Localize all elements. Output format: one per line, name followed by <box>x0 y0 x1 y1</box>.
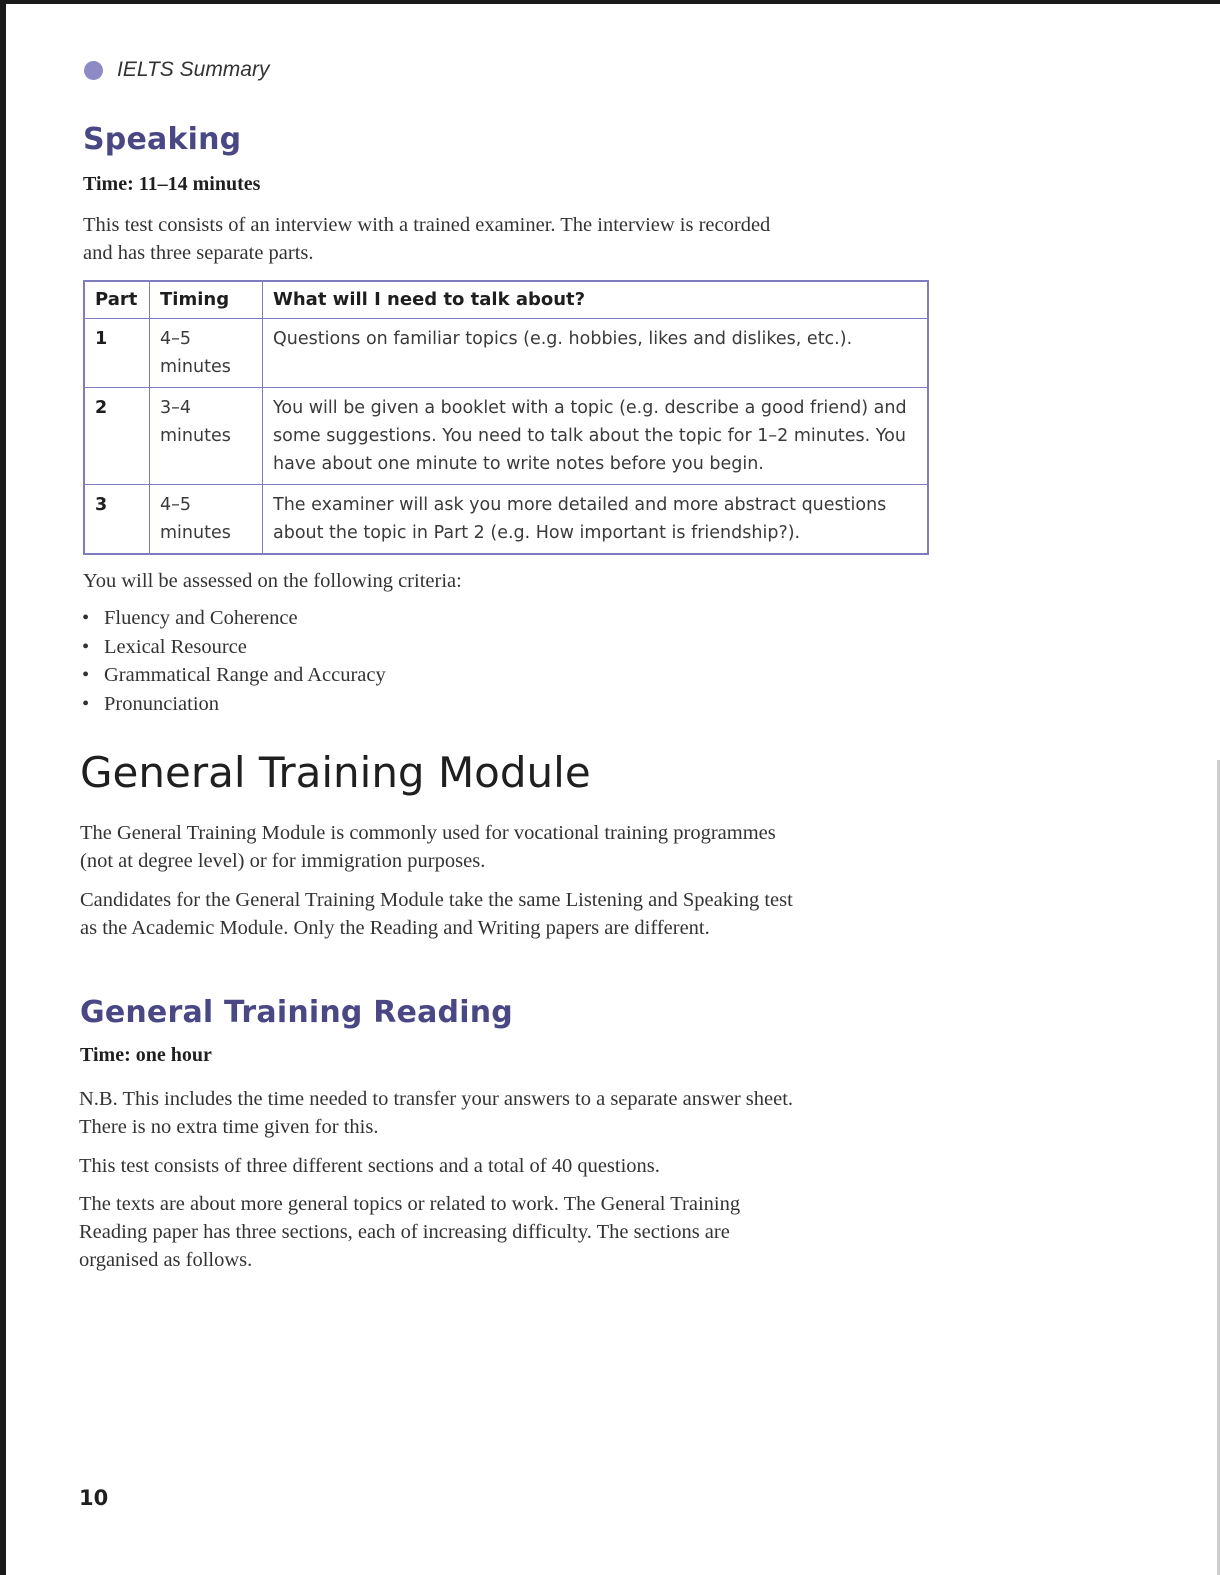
gt-reading-para2: This test consists of three different sections and a total of 40 questions. <box>79 1155 660 1177</box>
circle-bullet-icon <box>84 61 103 80</box>
table-cell-part: 3 <box>84 485 150 555</box>
table-header-row <box>84 281 928 319</box>
table-cell-timing: 4–5 minutes <box>150 485 263 555</box>
table-row <box>84 485 928 555</box>
general-training-para2: Candidates for the General Training Module take the same Listening and Speaking test as the Academic Module. Only the Reading and Writing papers are different. <box>80 889 793 939</box>
running-head <box>84 58 269 82</box>
page-edge-top <box>0 0 1220 4</box>
table-cell-timing: 3–4 minutes <box>150 388 263 485</box>
table-cell-part: 1 <box>84 319 150 388</box>
criteria-intro: You will be assessed on the following criteria: <box>83 570 462 592</box>
criteria-list <box>78 604 386 718</box>
table-cell-topic: Questions on familiar topics (e.g. hobbies, likes and dislikes, etc.). <box>263 319 929 388</box>
criteria-item-label: Lexical Resource <box>104 635 247 658</box>
table-header-part: Part <box>84 281 150 319</box>
gt-reading-para3: The texts are about more general topics or related to work. The General Training Reading paper has three sections, each of increasing difficulty. The sections are organised as follows. <box>79 1193 741 1271</box>
list-item: • Pronunciation <box>82 692 220 715</box>
gt-reading-para1: N.B. This includes the time needed to transfer your answers to a separate answer sheet. There is no extra time given for this. <box>79 1088 794 1138</box>
criteria-item-label: Pronunciation <box>104 692 220 715</box>
table-row <box>84 319 928 388</box>
list-item: • Lexical Resource <box>82 635 247 658</box>
speaking-intro: This test consists of an interview with a trained examiner. The interview is recorded and has three separate parts. <box>83 214 771 264</box>
speaking-heading: Speaking <box>83 122 242 157</box>
general-training-para1: The General Training Module is commonly used for vocational training programmes (not at degree level) or for immigration purposes. <box>80 822 776 872</box>
table-row <box>84 388 928 485</box>
running-head-title: IELTS Summary <box>117 58 270 81</box>
speaking-parts-table <box>83 280 929 555</box>
general-training-heading: General Training Module <box>80 748 591 797</box>
table-cell-timing: 4–5 minutes <box>150 319 263 388</box>
speaking-time: Time: 11–14 minutes <box>83 173 261 195</box>
page-edge-left <box>0 0 6 1575</box>
criteria-item-label: Fluency and Coherence <box>104 607 298 629</box>
list-item: • Fluency and Coherence <box>82 607 298 629</box>
table-cell-part: 2 <box>84 388 150 485</box>
page-number: 10 <box>79 1486 109 1510</box>
table-header-topic: What will I need to talk about? <box>263 281 929 319</box>
table-header-timing: Timing <box>150 281 263 319</box>
table-cell-topic: You will be given a booklet with a topic (e.g. describe a good friend) and some suggestions. You need to talk about the topic for 1–2 minutes. You have about one minute to write notes before you begin. <box>263 388 929 485</box>
list-item: • Grammatical Range and Accuracy <box>82 664 386 686</box>
table-cell-topic: The examiner will ask you more detailed and more abstract questions about the topic in Part 2 (e.g. How important is friendship?). <box>263 485 929 555</box>
gt-reading-heading: General Training Reading <box>80 995 513 1030</box>
gt-reading-time: Time: one hour <box>80 1044 212 1066</box>
criteria-item-label: Grammatical Range and Accuracy <box>104 664 386 686</box>
